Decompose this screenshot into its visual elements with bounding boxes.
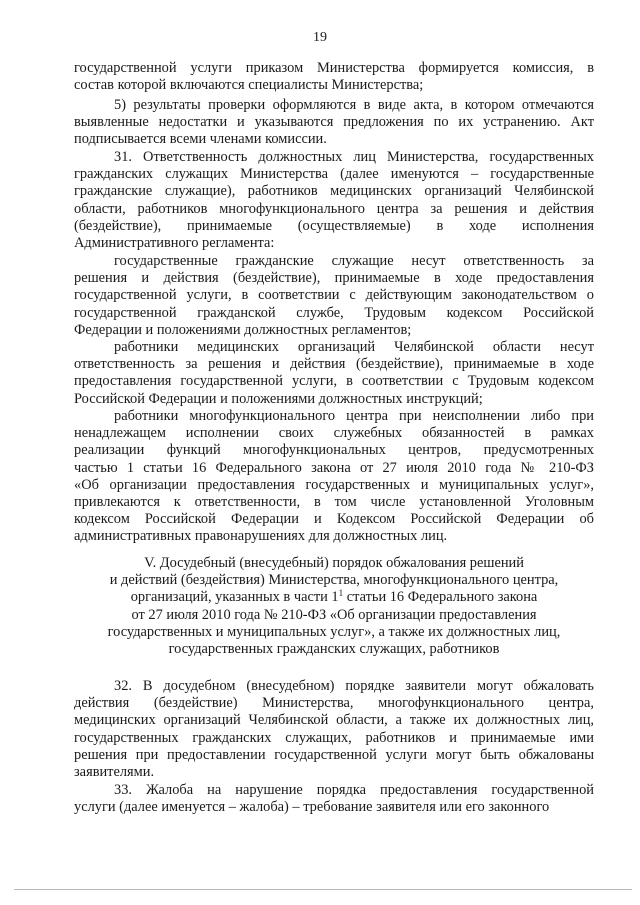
text-line: работники медицинских организаций Челябинской области несут [114, 339, 594, 355]
text-line: государственной услуги приказом Министерства формируется комиссия, в [74, 60, 594, 76]
text-line: административных правонарушениях для должностных лиц. [74, 528, 448, 545]
text-line: решения и действия (бездействие), принимаемые в ходе предоставления [74, 270, 594, 287]
paragraph-medical-workers [74, 339, 594, 408]
text-line: реализации функций многофункциональных центров, предусмотренных [74, 442, 594, 459]
text-line: состав которой включаются специалисты Министерства; [74, 77, 424, 94]
heading-line [74, 589, 594, 606]
heading-text: организаций, указанных в части 1 [130, 589, 339, 606]
text-line: ответственность за решения и действия (бездействие), принимаемые в ходе [74, 356, 594, 373]
paragraph-civil-servants [74, 253, 594, 339]
text-line: частью 1 статьи 16 Федерального закона от 27 июля 2010 года № 210-ФЗ [74, 459, 594, 476]
text-line: (бездействие), принимаемые (осуществляемые) в ходе исполнения [74, 217, 594, 234]
section-heading-v [74, 555, 594, 658]
text-line: заявителями. [74, 763, 155, 780]
text-line: Административного регламента: [74, 234, 275, 251]
paragraph-31-responsibility [74, 149, 594, 252]
heading-line: V. Досудебный (внесудебный) порядок обжалования решений [144, 555, 524, 571]
heading-line: от 27 июля 2010 года № 210-ФЗ «Об организации предоставления [131, 606, 537, 623]
text-line: области, работников многофункционального центра за решения и действия [74, 200, 594, 217]
text-line: 31. Ответственность должностных лиц Министерства, государственных [114, 149, 594, 165]
page-number: 19 [313, 30, 327, 45]
text-line: выявленные недостатки и указываются предложения по их устранению. Акт [74, 114, 594, 131]
text-line: гражданские служащие), работников медицинских организаций Челябинской [74, 183, 594, 200]
text-line: 33. Жалоба на нарушение порядка предоставления государственной [114, 782, 594, 798]
text-line: медицинских организаций Челябинской области, а также их должностных лиц, [74, 712, 594, 729]
paragraph-mfc-workers [74, 408, 594, 546]
text-line: действия (бездействие) Министерства, многофункционального центра, [74, 695, 594, 712]
paragraph-inspection-results [74, 97, 594, 149]
text-line: «Об организации предоставления государственных и муниципальных услуг», [74, 476, 594, 493]
paragraph-33-complaint [74, 782, 594, 816]
text-line: подписывается всеми членами комиссии. [74, 131, 327, 148]
text-line: ненадлежащем исполнении своих служебных обязанностей в рамках [74, 425, 594, 442]
text-line: привлекаются к ответственности, в том числе установленной Уголовным [74, 493, 594, 510]
heading-line: государственных и муниципальных услуг», а также их должностных лиц, [107, 623, 561, 640]
paragraph-commission [74, 60, 594, 94]
paragraph-32-appeal [74, 678, 594, 781]
text-line: государственной услуги, в соответствии с действующим законодательством о [74, 287, 594, 304]
text-line: предоставления государственной услуги, в соответствии с Трудовым кодексом [74, 373, 594, 390]
text-line: государственной гражданской службе, Трудовым кодексом Российской [74, 304, 594, 321]
text-line: государственные гражданские служащие несут ответственность за [114, 253, 594, 269]
text-line: Федерации и положениями должностных регламентов; [74, 321, 412, 338]
scan-edge-line [14, 889, 632, 890]
text-line: кодексом Российской Федерации и Кодексом Российской Федерации об [74, 511, 594, 528]
heading-text: статьи 16 Федерального закона [343, 589, 538, 606]
text-line: 5) результаты проверки оформляются в виде акта, в котором отмечаются [114, 97, 594, 113]
text-line: решения при предоставлении государственной услуги могут быть обжалованы [74, 746, 594, 763]
text-line: работники многофункционального центра при неисполнении либо при [114, 408, 594, 424]
heading-line: и действий (бездействия) Министерства, многофункционального центра, [109, 572, 559, 589]
text-line: государственных гражданских служащих, работников и принимаемые ими [74, 729, 594, 746]
text-line: гражданских служащих Министерства (далее именуются – государственные [74, 166, 594, 183]
heading-line: государственных гражданских служащих, работников [168, 640, 500, 657]
text-line: Российской Федерации и положениями должностных инструкций; [74, 390, 483, 407]
superscript: 1 [338, 588, 344, 599]
text-line: 32. В досудебном (внесудебном) порядке заявители могут обжаловать [114, 678, 594, 694]
text-line: услуги (далее именуется – жалоба) – требование заявителя или его законного [74, 799, 550, 816]
